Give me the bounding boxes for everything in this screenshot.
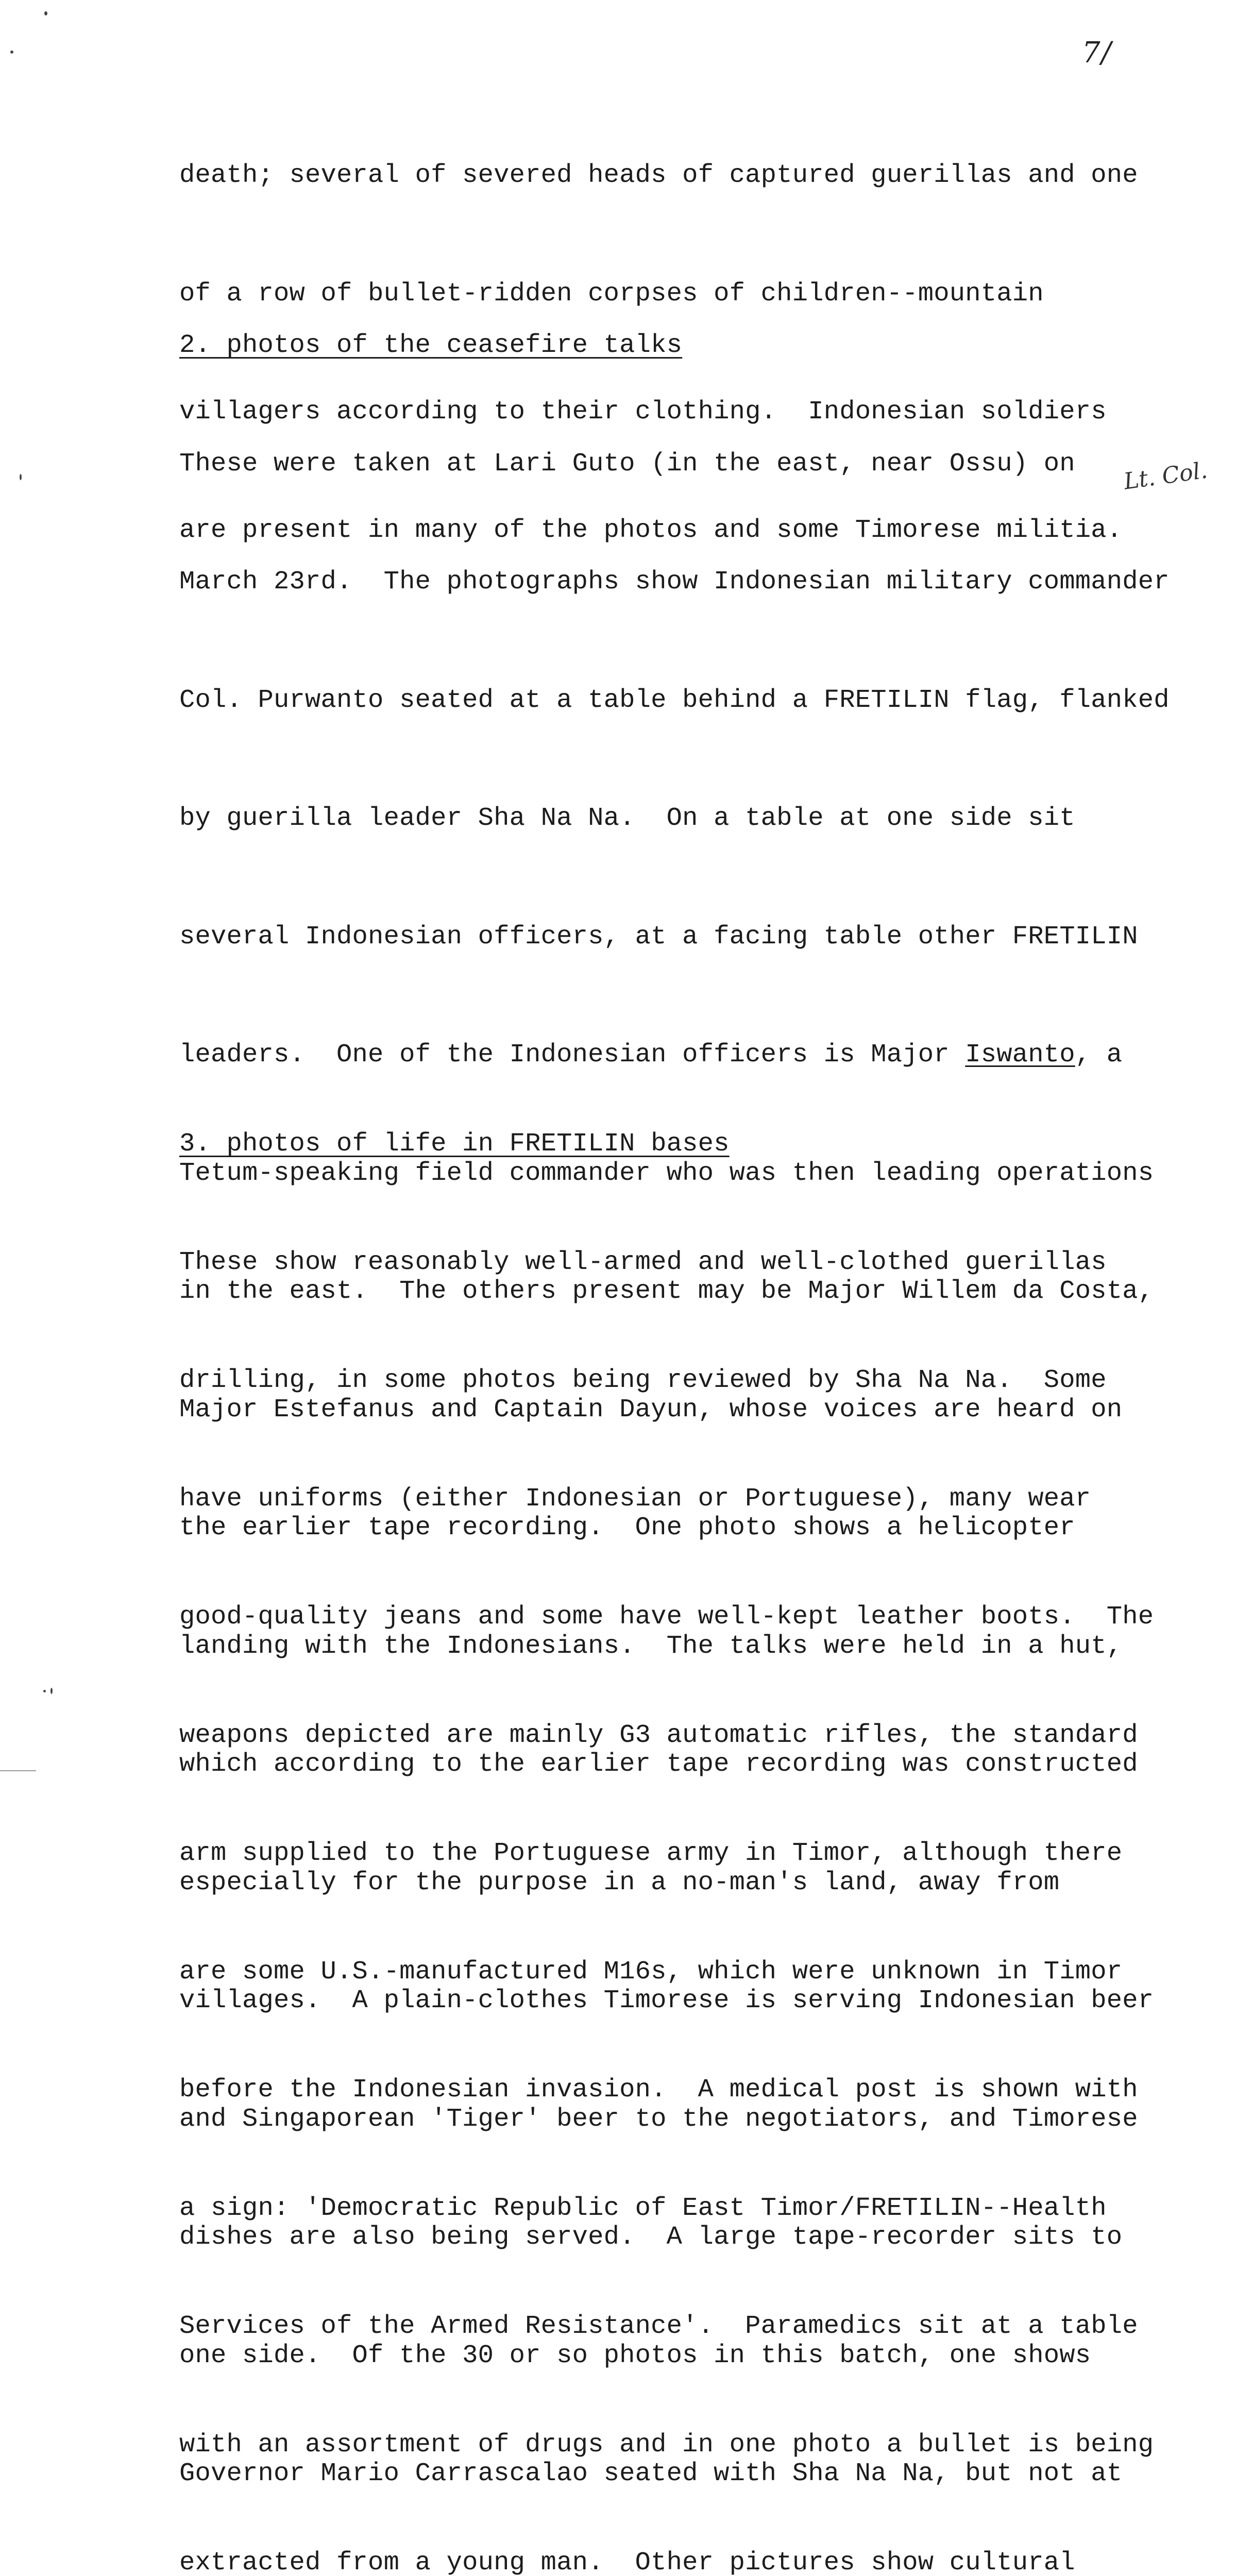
scan-speck (50, 1688, 53, 1694)
text-line: These show reasonably well-armed and well-clothed guerillas (179, 1243, 1210, 1283)
section3-heading-line (179, 1125, 1210, 1164)
text-line: March 23rd. The photographs show Indonesian military commander (179, 563, 1210, 602)
scan-speck (10, 50, 13, 54)
section3 (179, 1046, 1210, 2576)
text-line: with an assortment of drugs and in one photo a bullet is being (179, 2426, 1210, 2465)
text-line: landing with the Indonesians. The talks were held in a hut, (179, 1627, 1210, 1667)
text-line: before the Indonesian invasion. A medical post is shown with (179, 2071, 1210, 2110)
text-line: Governor Mario Carrascalao seated with Sha Na Na, but not at (179, 2454, 1210, 2494)
text-line: villages. A plain-clothes Timorese is serving Indonesian beer (179, 1981, 1210, 2021)
officer-line-suffix: , a (1075, 1040, 1123, 1070)
scan-speck (44, 11, 47, 15)
section2-heading: 2. photos of the ceasefire talks (179, 326, 682, 366)
text-line: good-quality jeans and some have well-kept leather boots. The (179, 1598, 1210, 1637)
text-line: death; several of severed heads of captured guerillas and one (179, 156, 1210, 196)
text-line: one side. Of the 30 or so photos in this batch, one shows (179, 2336, 1210, 2376)
page-number: 7/ (1082, 36, 1112, 70)
text-line: Services of the Armed Resistance'. Paramedics sit at a table (179, 2307, 1210, 2347)
text-line: arm supplied to the Portuguese army in Timor, although there (179, 1834, 1210, 1874)
text-line: a sign: 'Democratic Republic of East Timor/FRETILIN--Health (179, 2189, 1210, 2229)
scan-speck (43, 1690, 46, 1692)
text-line: have uniforms (either Indonesian or Portuguese), many wear (179, 1480, 1210, 1519)
text-line: are some U.S.-manufactured M16s, which were unknown in Timor (179, 1953, 1210, 1992)
handwritten-margin-note: Lt. Col. (1122, 457, 1209, 495)
text-line: in the east. The others present may be Major Willem da Costa, (179, 1272, 1210, 1312)
text-line: Col. Purwanto seated at a table behind a FRETILIN flag, flanked (179, 681, 1210, 721)
text-line: drilling, in some photos being reviewed by Sha Na Na. Some (179, 1361, 1210, 1401)
text-line: villagers according to their clothing. Indonesian soldiers (179, 393, 1210, 432)
scan-speck (20, 474, 22, 480)
section3-heading: 3. photos of life in FRETILIN bases (179, 1125, 730, 1164)
officer-line-prefix: leaders. One of the Indonesian officers is Major (179, 1040, 965, 1070)
text-line: the earlier tape recording. One photo shows a helicopter (179, 1509, 1210, 1548)
text-line: weapons depicted are mainly G3 automatic rifles, the standard (179, 1716, 1210, 1756)
text-line: and Singaporean 'Tiger' beer to the negotiators, and Timorese (179, 2100, 1210, 2140)
text-line: especially for the purpose in a no-man's land, away from (179, 1863, 1210, 1903)
text-line: dishes are also being served. A large tape-recorder sits to (179, 2218, 1210, 2258)
section2-heading-line (179, 326, 1210, 366)
officer-name: Iswanto (965, 1040, 1075, 1070)
text-line: Major Estefanus and Captain Dayun, whose voices are heard on (179, 1391, 1210, 1430)
text-line: are present in many of the photos and some Timorese militia. (179, 511, 1210, 551)
text-line: which according to the earlier tape recording was constructed (179, 1745, 1210, 1785)
text-line: These were taken at Lari Guto (in the east, near Ossu) on (179, 445, 1210, 484)
text-line: Tetum-speaking field commander who was then leading operations (179, 1154, 1210, 1194)
text-line: extracted from a young man. Other pictures show cultural (179, 2544, 1210, 2576)
text-line: several Indonesian officers, at a facing table other FRETILIN (179, 918, 1210, 957)
text-line: of a row of bullet-ridden corpses of children--mountain (179, 275, 1210, 314)
text-line: by guerilla leader Sha Na Na. On a table at one side sit (179, 799, 1210, 839)
scan-edge-mark (0, 1770, 36, 1771)
